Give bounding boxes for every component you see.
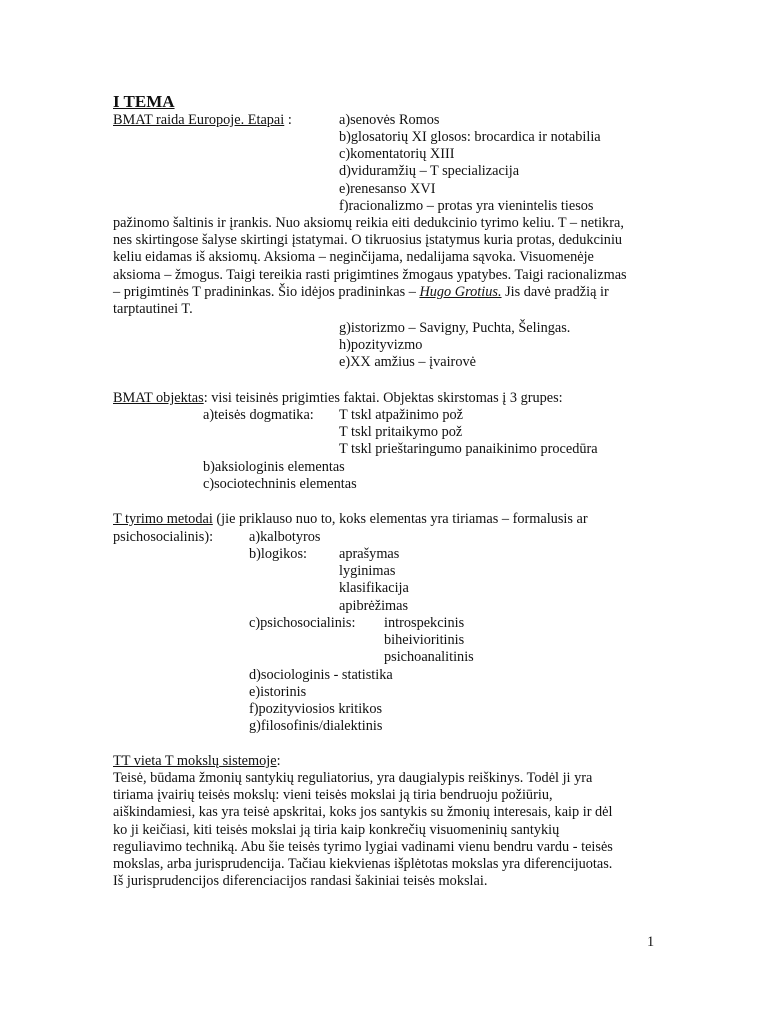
paragraph-line: reguliavimo techniką. Abu šie teisės tyrimo lygiai vadinami vienu bendru vardu - teisės <box>113 838 613 855</box>
paragraph-line: tiriama įvairių teisės mokslų: vieni teisės mokslai ją tiria bendruoju požiūriu, <box>113 787 553 804</box>
section-4-heading: TT vieta T mokslų sistemoje <box>113 753 277 769</box>
section-3-intro-cont: psichosocialinis): <box>113 529 214 545</box>
method-a: a)kalbotyros <box>249 529 321 545</box>
object-c: c)sociotechninis elementas <box>203 476 357 492</box>
method-e: e)istorinis <box>249 684 307 700</box>
method-b-item: apibrėžimas <box>339 598 409 614</box>
stage-item: e)XX amžius – įvairovė <box>339 354 476 370</box>
section-4-paragraph <box>113 770 661 890</box>
object-a-item: T tskl prieštaringumo panaikinimo procedūra <box>339 441 598 457</box>
paragraph-line: tarptautinei T. <box>113 301 193 318</box>
stage-item: d)viduramžių – T specializacija <box>339 163 520 179</box>
section-1-heading-suffix: : <box>284 112 292 128</box>
object-a-label: a)teisės dogmatika: <box>203 407 314 423</box>
object-b: b)aksiologinis elementas <box>203 459 345 475</box>
section-4-heading-line <box>113 753 281 770</box>
grotius-name: Hugo Grotius. <box>419 283 502 300</box>
section-1-heading: BMAT raida Europoje. Etapai <box>113 112 285 128</box>
page-title: I TEMA <box>113 92 175 111</box>
section-3-intro: (jie priklauso nuo to, koks elementas yra tiriamas – formalusis ar <box>212 511 588 527</box>
paragraph-line: pažinomo šaltinis ir įrankis. Nuo aksiomų reikia eiti dedukcinio tyrimo keliu. T – netikra, <box>113 215 624 231</box>
paragraph-line: mokslas, arba jurisprudencija. Tačiau kiekvienas išplėtotas mokslas yra diferencijuotas. <box>113 856 613 873</box>
paragraph-line: aksioma – žmogus. Taigi tereikia rasti prigimtines žmogaus ypatybes. Taigi racionalizmas <box>113 266 627 283</box>
stage-item: b)glosatorių XI glosos: brocardica ir notabilia <box>339 129 601 145</box>
stage-item: f)racionalizmo – protas yra vienintelis tiesos <box>339 198 594 214</box>
stage-item: c)komentatorių XIII <box>339 146 455 162</box>
paragraph-line: nes skirtingose šalyse skirtingi įstatymai. O tikruosius įstatymus kuria protas, dedukciniu <box>113 232 623 249</box>
method-b-item: lyginimas <box>339 563 396 579</box>
paragraph-line: Teisė, būdama žmonių santykių reguliatorius, yra daugialypis reiškinys. Todėl ji yra <box>113 770 593 786</box>
paragraph-line <box>113 284 661 301</box>
section-4-heading-suffix: : <box>276 753 281 769</box>
method-g: g)filosofinis/dialektinis <box>249 718 383 734</box>
method-b-item: klasifikacija <box>339 580 409 596</box>
paragraph-line: aiškindamiesi, kas yra teisė apskritai, koks jos santykis su žmonių interesais, kaip ir dėl <box>113 804 613 821</box>
method-d: d)sociologinis - statistika <box>249 667 393 683</box>
paragraph-line: Iš jurisprudencijos diferenciacijos randasi šakiniai teisės mokslai. <box>113 873 488 890</box>
section-3-heading: T tyrimo metodai <box>113 511 213 527</box>
section-2-heading-line <box>113 390 563 407</box>
method-c-item: introspekcinis <box>384 615 465 631</box>
section-3-heading-line <box>113 511 588 528</box>
paragraph-text: – prigimtinės T pradininkas. Šio idėjos pradininkas – <box>113 283 420 300</box>
object-a-item: T tskl atpažinimo pož <box>339 407 464 423</box>
paragraph-line: keliu eidamas iš aksiomų. Aksioma – neginčijama, nedalijama sąvoka. Visuomenėje <box>113 249 594 266</box>
paragraph-line: ko ji keičiasi, kiti teisės mokslai ją tiria kaip konkrečių visuomeninių santykių <box>113 821 560 838</box>
section-2-heading: BMAT objektas <box>113 390 204 406</box>
method-f: f)pozityviosios kritikos <box>249 701 383 717</box>
object-a-item: T tskl pritaikymo pož <box>339 424 463 440</box>
stage-item: a)senovės Romos <box>339 112 440 128</box>
section-1-heading-line <box>113 112 292 129</box>
method-b-item: aprašymas <box>339 546 400 562</box>
section-2-text: : visi teisinės prigimties faktai. Objektas skirstomas į 3 grupes: <box>203 390 563 406</box>
stage-item: e)renesanso XVI <box>339 181 436 197</box>
rationalism-paragraph <box>113 215 661 318</box>
stage-item: h)pozityvizmo <box>339 337 423 353</box>
method-c-item: psichoanalitinis <box>384 649 474 665</box>
stage-item: g)istorizmo – Savigny, Puchta, Šelingas. <box>339 320 571 336</box>
page-number: 1 <box>647 934 655 950</box>
method-c-item: biheivioritinis <box>384 632 465 648</box>
paragraph-text: Jis davė pradžią ir <box>501 283 609 300</box>
method-c-label: c)psichosocialinis: <box>249 615 356 631</box>
method-b-label: b)logikos: <box>249 546 307 562</box>
